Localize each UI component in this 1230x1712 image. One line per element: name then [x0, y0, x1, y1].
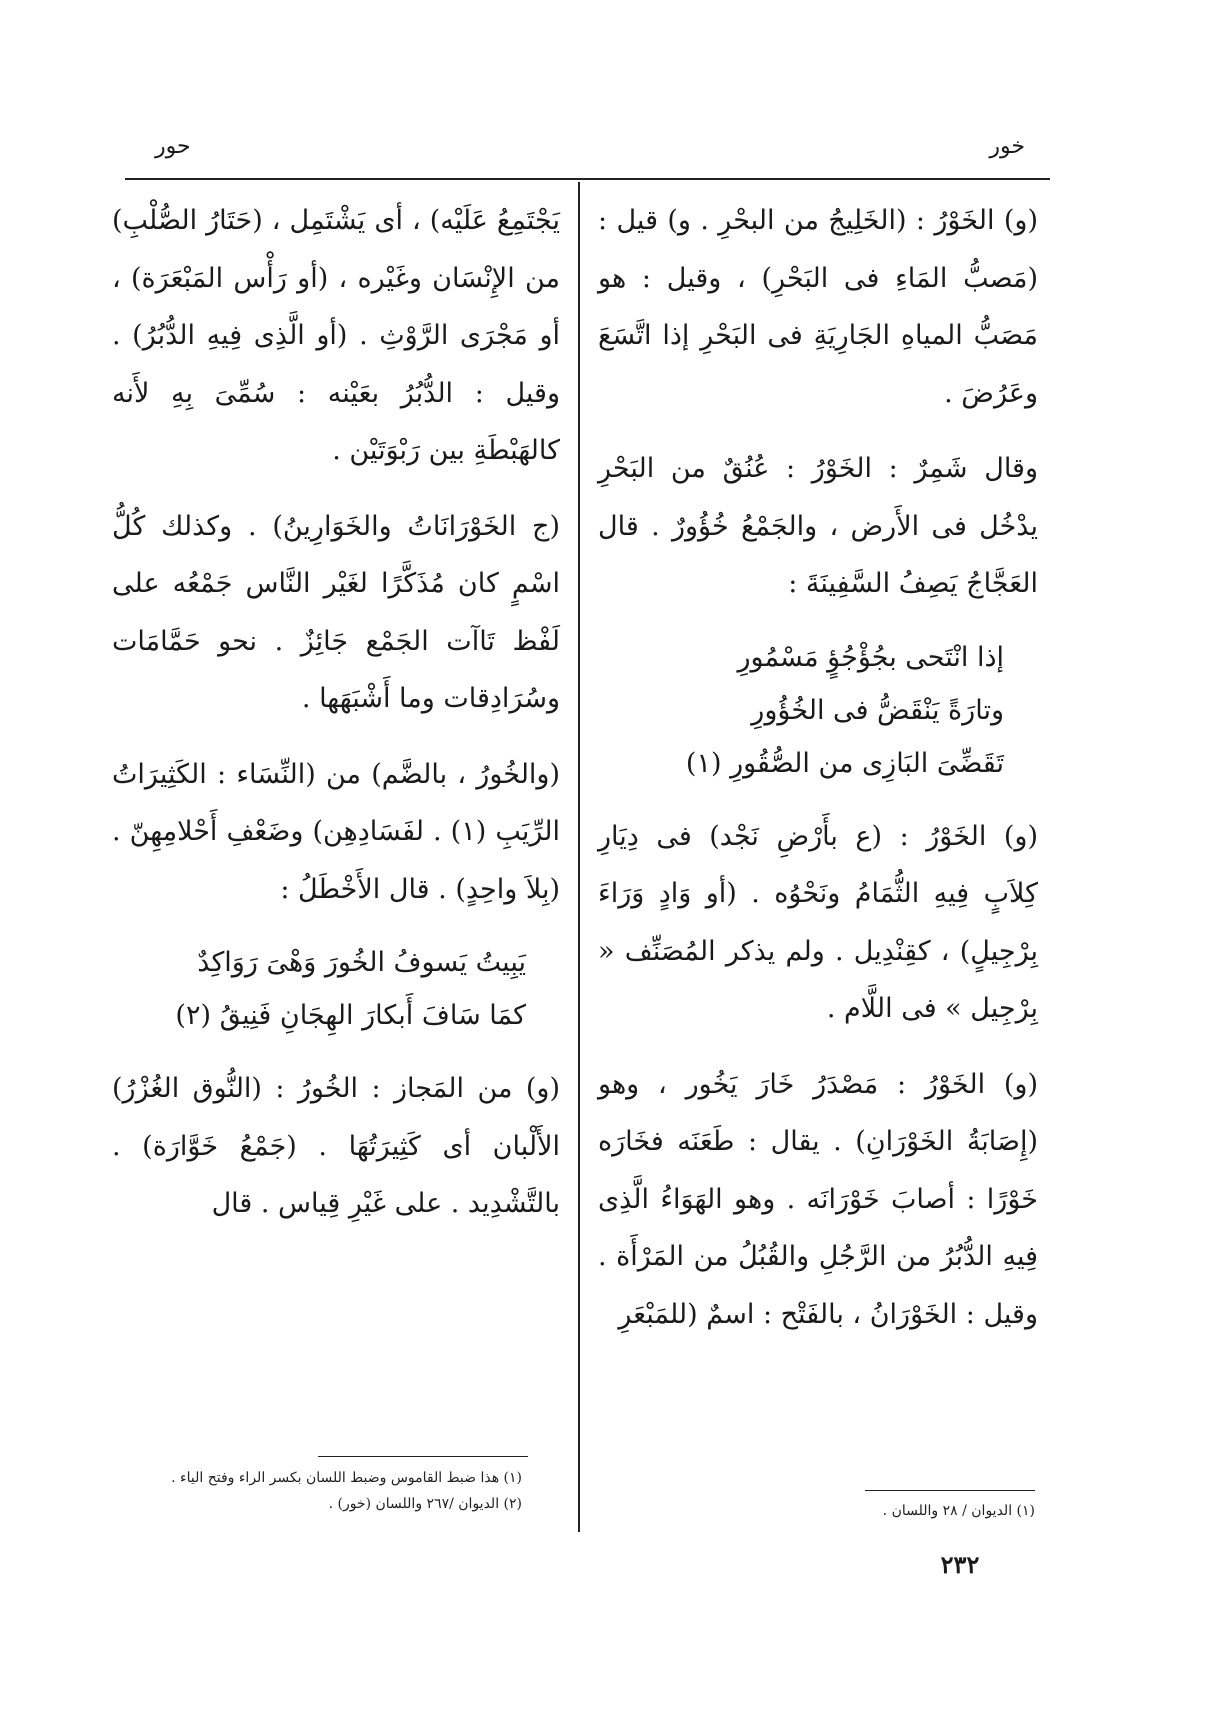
entry-paragraph: (و) الخَوْرُ : (ع بأَرْضِ نَجْد) فى دِيَارِ كِلاَبٍ فِيهِ الثُّمَامُ ونَحْوُه . (أو وَادٍ وَرَاءَ بِرْجِيلٍ) ، كقِنْدِيل . ولم يذكر المُصَنِّف « بِرْجِيل » فى اللَّام . [598, 820, 1038, 1024]
entry-paragraph: (ج الخَوْرَانَاتُ والخَوَارِينُ) . وكذلك كُلُّ اسْمٍ كان مُذَكَّرًا لغَيْر النَّاس جَمْعُه على لَفْظ تَاآت الجَمْع جَائِزٌ . نحو حَمَّامَات وسُرَادِقات وما أَشْبَهَها . [112, 510, 560, 714]
poetry-verse [112, 936, 560, 1042]
entry-paragraph: يَجْتَمِعُ عَلَيْه) ، أى يَشْتَمِل ، (حَتَارُ الصُّلْبِ) من الإِنْسَان وغَيْره ، (أو رَأْس المَبْعَرَة) ، أو مَجْرَى الرَّوْثِ . (أو الَّذِى فِيهِ الدُّبُرُ) . وقيل : الدُّبُرُ بعَيْنه : سُمِّىَ بِهِ لأَنه كالهَبْطَةِ بين رَبْوَتَيْن . [112, 205, 560, 466]
footnotes-right [700, 1498, 1035, 1524]
verse-line: يَبِيتُ يَسوفُ الخُورَ وَهْىَ رَوَاكِدٌ [197, 947, 526, 978]
page-header-left-word: حور [155, 134, 191, 159]
poetry-verse [598, 631, 1038, 790]
footnote: (١) هذا ضبط القاموس وضبط اللسان بكسر الراء وفتح الياء . [171, 1470, 522, 1486]
footnotes-left [112, 1465, 522, 1517]
verse-line: كمَا سَافَ أَبكارَ الهِجَانِ فَنِيقُ (٢) [175, 1000, 526, 1031]
page-number: ٢٣٢ [940, 1550, 980, 1579]
page-header-right-word: خور [989, 134, 1025, 159]
entry-paragraph: (والخُورُ ، بالضَّم) من (النِّسَاء : الكَثِيرَاتُ الرِّيَبِ (١) . لفَسَادِهِن) وضَعْفِ أَحْلامِهِنّ . (بِلاَ واحِدٍ) . قال الأَخْطَلُ : [112, 758, 560, 905]
verse-line: وتارَةً يَنْقَضُّ فى الخُؤُورِ [751, 694, 1004, 726]
verse-line: إذا انْتَحى بجُؤْجُؤٍ مَسْمُورِ [737, 641, 1004, 673]
entry-paragraph: وقال شَمِرٌ : الخَوْرُ : عُنُقٌ من البَحْرِ يدْخُل فى الأَرض ، والجَمْعُ خُؤُورٌ . قال العَجَّاجُ يَصِفُ السَّفِينَةَ : [598, 453, 1038, 599]
footnote-rule-left [318, 1456, 528, 1457]
column-divider [578, 182, 580, 1532]
left-column [112, 192, 560, 1251]
entry-paragraph: (و) الخَوْرُ : (الخَلِيجُ من البحْرِ . و) قيل : (مَصبُّ المَاءِ فى البَحْرِ) ، وقيل : هو مَصَبُّ المياهِ الجَارِيَةِ فى البَحْرِ إذا اتَّسَعَ وعَرُضَ . [598, 205, 1038, 409]
footnote: (٢) الديوان /٢٦٧ واللسان (خور) . [328, 1496, 522, 1512]
entry-paragraph: (و) من المَجاز : الخُورُ : (النُّوق الغُزْرُ) الأَلْبان أى كَثِيرَتُهَا . (جَمْعُ خَوَّارَة) . بالتَّشْدِيد . على غَيْرِ قِياس . قال [112, 1073, 560, 1219]
footnote: (١) الديوان / ٢٨ واللسان . [882, 1503, 1035, 1519]
header-rule [125, 178, 1050, 180]
right-column [598, 192, 1038, 1361]
entry-paragraph: (و) الخَوْرُ : مَصْدَرُ خَارَ يَخُور ، وهو (إِصَابَةُ الخَوْرَانِ) . يقال : طَعَنَه فخَارَه خَوْرًا : أصابَ خَوْرَانَه . وهو الهَوَاءُ الَّذِى فِيهِ الدُّبُرُ من الرَّجُلِ والقُبُلُ من المَرْأَة . وقيل : الخَوْرَانُ ، بالفَتْح : اسمٌ (للمَبْعَرِ [598, 1068, 1038, 1330]
verse-line: تَقَضِّىَ البَازِى من الصُّقُورِ (١) [685, 747, 1004, 779]
footnote-rule-right [865, 1490, 1035, 1491]
